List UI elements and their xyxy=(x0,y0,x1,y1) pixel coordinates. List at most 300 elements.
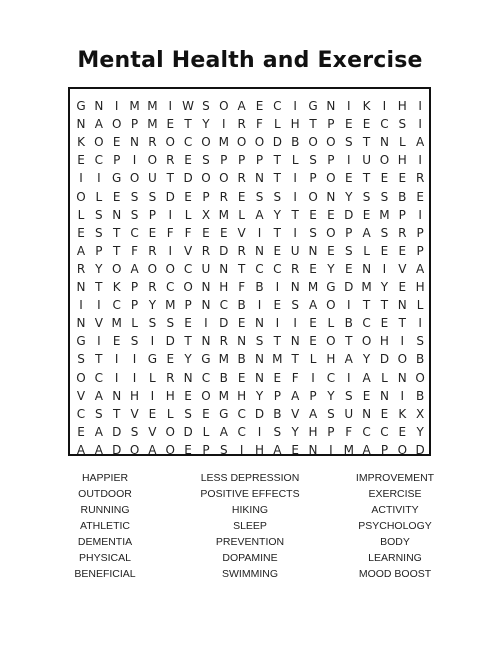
grid-letter: V xyxy=(183,243,193,258)
grid-letter: P xyxy=(309,171,317,186)
grid-letter: P xyxy=(255,153,264,168)
grid-letter: I xyxy=(150,388,155,403)
grid-letter: A xyxy=(273,442,282,457)
word-list-item: ATHLETIC xyxy=(80,520,130,532)
grid-letter: D xyxy=(254,406,265,421)
grid-letter: T xyxy=(113,243,121,258)
grid-letter: O xyxy=(183,280,193,294)
grid-letter: V xyxy=(237,225,246,240)
grid-letter: A xyxy=(308,298,318,313)
grid-letter: O xyxy=(129,171,140,186)
grid-letter: V xyxy=(148,424,157,439)
grid-letter: O xyxy=(326,298,336,313)
grid-letter: T xyxy=(273,225,282,240)
grid-letter: O xyxy=(76,189,86,204)
grid-letter: V xyxy=(94,316,103,331)
grid-letter: P xyxy=(238,153,246,168)
word-list-item: PREVENTION xyxy=(215,536,285,548)
grid-letter: O xyxy=(165,442,175,457)
grid-letter: P xyxy=(130,280,139,294)
word-list-item: LESS DEPRESSION xyxy=(200,472,300,484)
grid-letter: L xyxy=(381,370,388,385)
grid-letter: U xyxy=(290,243,300,258)
grid-letter: U xyxy=(201,261,211,276)
grid-row xyxy=(70,350,429,368)
word-list-item: HIKING xyxy=(231,504,269,516)
grid-letter: E xyxy=(309,207,317,222)
grid-letter: N xyxy=(112,207,122,222)
grid-letter: A xyxy=(237,99,246,113)
grid-letter: O xyxy=(308,135,318,150)
grid-letter: V xyxy=(130,406,139,421)
grid-letter: T xyxy=(398,316,406,331)
grid-letter: M xyxy=(379,207,390,222)
grid-letter: L xyxy=(184,207,192,222)
grid-letter: R xyxy=(148,243,157,258)
grid-letter: E xyxy=(77,225,85,240)
grid-letter: D xyxy=(112,424,122,439)
grid-letter: N xyxy=(362,406,372,421)
grid-letter: A xyxy=(94,442,103,457)
grid-letter: M xyxy=(218,135,229,150)
word-list-item: RUNNING xyxy=(80,504,130,516)
grid-letter: E xyxy=(184,153,192,168)
word-list-item: OUTDOOR xyxy=(78,488,132,500)
grid-letter: B xyxy=(344,316,353,331)
grid-letter: S xyxy=(273,424,282,439)
grid-letter: S xyxy=(273,189,282,204)
grid-letter: P xyxy=(148,207,157,222)
grid-letter: N xyxy=(308,243,318,258)
grid-row xyxy=(70,314,429,332)
grid-letter: E xyxy=(184,442,192,457)
grid-letter: M xyxy=(147,99,158,113)
grid-letter: C xyxy=(219,298,228,313)
grid-letter: P xyxy=(130,117,139,132)
grid-letter: O xyxy=(147,261,158,276)
grid-row xyxy=(70,206,429,224)
grid-letter: F xyxy=(291,370,299,385)
grid-letter: N xyxy=(255,316,264,331)
grid-letter: E xyxy=(112,135,121,150)
grid-letter: I xyxy=(168,207,173,222)
grid-letter: P xyxy=(220,153,228,168)
grid-letter: E xyxy=(237,189,246,204)
grid-letter: I xyxy=(346,153,351,168)
grid-letter: L xyxy=(363,243,370,258)
grid-letter: O xyxy=(361,334,372,349)
grid-letter: I xyxy=(114,370,119,385)
grid-letter: S xyxy=(255,189,264,204)
grid-letter: L xyxy=(398,135,406,150)
grid-letter: R xyxy=(398,225,407,240)
grid-letter: P xyxy=(309,388,317,403)
grid-letter: T xyxy=(362,298,371,313)
grid-letter: G xyxy=(219,406,229,421)
grid-letter: R xyxy=(201,243,211,258)
grid-letter: D xyxy=(112,442,122,457)
grid-letter: C xyxy=(255,261,264,276)
grid-letter: B xyxy=(416,388,425,403)
grid-letter: I xyxy=(293,225,297,240)
grid-letter: E xyxy=(148,225,157,240)
grid-letter: E xyxy=(398,280,407,294)
grid-letter: E xyxy=(327,207,335,222)
grid-letter: M xyxy=(218,207,229,222)
grid-letter: T xyxy=(184,117,192,132)
grid-letter: R xyxy=(219,334,228,349)
grid-letter: I xyxy=(257,298,262,313)
grid-letter: E xyxy=(362,388,371,403)
word-list-item: POSITIVE EFFECTS xyxy=(200,488,300,500)
grid-letter: N xyxy=(76,280,86,294)
word-list-item: DEMENTIA xyxy=(77,536,133,548)
grid-row xyxy=(70,296,429,314)
grid-letter: H xyxy=(415,280,425,294)
grid-letter: V xyxy=(398,261,407,276)
grid-letter: K xyxy=(77,135,85,150)
grid-letter: I xyxy=(150,334,155,349)
grid-letter: E xyxy=(77,424,85,439)
word-list xyxy=(0,470,500,590)
grid-letter: L xyxy=(238,207,245,222)
grid-letter: E xyxy=(220,225,228,240)
grid-letter: R xyxy=(166,370,175,385)
grid-letter: I xyxy=(204,316,208,331)
grid-letter: C xyxy=(380,424,389,439)
grid-letter: E xyxy=(380,243,389,258)
grid-letter: Y xyxy=(291,424,299,439)
grid-letter: S xyxy=(95,406,103,421)
grid-letter: E xyxy=(184,189,192,204)
grid-letter: T xyxy=(291,207,299,222)
grid-letter: H xyxy=(308,424,318,439)
grid-letter: O xyxy=(326,135,336,150)
grid-letter: E xyxy=(309,316,317,331)
grid-letter: S xyxy=(148,189,157,204)
grid-letter: I xyxy=(97,334,101,349)
grid-letter: N xyxy=(326,189,336,204)
grid-letter: I xyxy=(418,117,422,132)
grid-letter: N xyxy=(183,370,193,385)
grid-letter: I xyxy=(293,99,297,113)
grid-letter: S xyxy=(130,424,139,439)
grid-letter: D xyxy=(415,442,425,457)
grid-letter: I xyxy=(400,388,405,403)
grid-letter: Y xyxy=(327,261,335,276)
grid-letter: N xyxy=(255,370,264,385)
grid-letter: O xyxy=(254,135,265,150)
grid-letter: S xyxy=(344,388,353,403)
grid-letter: M xyxy=(307,280,319,294)
grid-letter: N xyxy=(237,334,247,349)
grid-letter: P xyxy=(380,442,389,457)
grid-letter: Y xyxy=(95,261,103,276)
grid-letter: P xyxy=(95,243,103,258)
grid-letter: S xyxy=(327,406,335,421)
grid-letter: L xyxy=(95,189,103,204)
grid-row xyxy=(70,332,429,350)
grid-letter: I xyxy=(293,171,297,186)
grid-letter: I xyxy=(418,207,422,222)
grid-letter: I xyxy=(382,261,387,276)
grid-letter: D xyxy=(379,352,390,367)
grid-letter: E xyxy=(344,117,353,132)
grid-row xyxy=(70,133,429,151)
grid-letter: K xyxy=(362,99,371,113)
grid-letter: E xyxy=(255,99,264,113)
grid-letter: S xyxy=(309,153,317,168)
grid-letter: P xyxy=(327,117,335,132)
grid-letter: N xyxy=(201,334,211,349)
grid-letter: Y xyxy=(345,189,353,204)
grid-letter: T xyxy=(380,298,389,313)
grid-letter: P xyxy=(130,298,139,313)
grid-letter: E xyxy=(184,388,192,403)
grid-letter: C xyxy=(76,406,86,421)
grid-letter: T xyxy=(184,334,192,349)
grid-letter: H xyxy=(130,388,140,403)
grid-letter: A xyxy=(308,406,318,421)
grid-letter: D xyxy=(165,189,175,204)
grid-letter: D xyxy=(344,280,354,294)
grid-letter: N xyxy=(362,261,372,276)
grid-letter: M xyxy=(165,298,176,313)
grid-letter: P xyxy=(202,442,210,457)
grid-letter: N xyxy=(201,280,211,294)
grid-letter: E xyxy=(362,117,371,132)
grid-letter: D xyxy=(219,316,229,331)
word-list-item: PSYCHOLOGY xyxy=(358,520,432,532)
grid-letter: L xyxy=(77,207,85,222)
grid-letter: M xyxy=(361,280,372,294)
grid-letter: O xyxy=(147,153,158,168)
grid-letter: E xyxy=(327,243,335,258)
grid-letter: T xyxy=(113,406,121,421)
grid-letter: X xyxy=(416,406,425,421)
grid-row xyxy=(70,224,429,242)
grid-letter: S xyxy=(344,243,353,258)
grid-letter: C xyxy=(183,261,193,276)
grid-letter: I xyxy=(293,189,297,204)
grid-letter: S xyxy=(148,316,157,331)
grid-letter: O xyxy=(129,442,140,457)
grid-letter: C xyxy=(201,370,211,385)
grid-letter: L xyxy=(166,406,174,421)
grid-letter: E xyxy=(273,298,282,313)
word-list-item: BODY xyxy=(380,536,410,548)
grid-letter: G xyxy=(76,99,86,113)
grid-letter: F xyxy=(238,280,246,294)
grid-letter: P xyxy=(202,189,210,204)
grid-letter: E xyxy=(380,171,389,186)
grid-letter: I xyxy=(346,298,351,313)
grid-letter: K xyxy=(398,406,407,421)
grid-letter: W xyxy=(182,99,195,113)
grid-letter: R xyxy=(76,261,86,276)
grid-letter: B xyxy=(219,370,228,385)
grid-letter: A xyxy=(76,243,86,258)
word-list-item: PHYSICAL xyxy=(79,552,131,564)
grid-row xyxy=(70,97,429,115)
grid-letter: P xyxy=(398,207,406,222)
grid-letter: D xyxy=(165,334,175,349)
grid-letter: N xyxy=(76,117,86,132)
grid-letter: N xyxy=(255,243,264,258)
grid-letter: X xyxy=(201,207,211,222)
grid-letter: D xyxy=(272,135,282,150)
grid-row xyxy=(70,260,429,278)
word-list-item: LEARNING xyxy=(368,552,422,564)
grid-letter: E xyxy=(398,424,407,439)
grid-letter: R xyxy=(237,117,246,132)
grid-letter: E xyxy=(237,316,246,331)
word-list-item: SWIMMING xyxy=(222,568,278,580)
grid-letter: E xyxy=(148,406,157,421)
grid-letter: E xyxy=(416,189,424,204)
grid-letter: B xyxy=(237,298,246,313)
grid-letter: O xyxy=(111,261,122,276)
grid-letter: B xyxy=(273,406,282,421)
grid-letter: R xyxy=(291,261,300,276)
grid-letter: R xyxy=(148,280,157,294)
grid-letter: T xyxy=(362,171,371,186)
grid-letter: N xyxy=(379,388,389,403)
grid-letter: A xyxy=(130,261,139,276)
grid-letter: I xyxy=(400,334,405,349)
grid-letter: M xyxy=(272,352,283,367)
grid-letter: N xyxy=(255,352,264,367)
grid-letter: Y xyxy=(202,117,210,132)
word-list-item: BENEFICIAL xyxy=(74,568,136,580)
grid-letter: T xyxy=(113,225,121,240)
grid-letter: I xyxy=(97,298,101,313)
grid-letter: I xyxy=(132,153,137,168)
grid-letter: L xyxy=(309,352,317,367)
grid-letter: P xyxy=(184,298,192,313)
grid-letter: C xyxy=(362,424,371,439)
grid-letter: T xyxy=(273,153,282,168)
grid-letter: P xyxy=(273,388,281,403)
grid-letter: C xyxy=(273,261,282,276)
grid-letter: S xyxy=(130,189,139,204)
grid-letter: C xyxy=(362,316,371,331)
grid-letter: M xyxy=(218,352,229,367)
grid-letter: O xyxy=(326,171,336,186)
grid-letter: N xyxy=(76,316,86,331)
grid-letter: D xyxy=(183,171,193,186)
grid-letter: S xyxy=(202,153,210,168)
grid-letter: A xyxy=(362,442,371,457)
grid-letter: I xyxy=(79,298,83,313)
grid-letter: T xyxy=(273,171,282,186)
grid-letter: E xyxy=(166,117,175,132)
grid-letter: C xyxy=(183,135,193,150)
grid-letter: R xyxy=(237,171,246,186)
grid-letter: O xyxy=(326,334,336,349)
grid-letter: B xyxy=(237,352,246,367)
grid-letter: O xyxy=(201,388,211,403)
grid-letter: O xyxy=(201,135,211,150)
grid-letter: E xyxy=(273,370,282,385)
grid-letter: O xyxy=(219,171,229,186)
grid-letter: H xyxy=(326,352,336,367)
grid-letter: I xyxy=(418,153,422,168)
grid-letter: T xyxy=(95,280,103,294)
grid-letter: O xyxy=(111,117,122,132)
grid-letter: A xyxy=(344,352,353,367)
grid-letter: Y xyxy=(380,280,389,294)
grid-row xyxy=(70,423,429,441)
grid-letter: R xyxy=(415,171,425,186)
grid-letter: S xyxy=(344,135,353,150)
grid-letter: A xyxy=(362,225,371,240)
grid-letter: N xyxy=(290,280,300,294)
grid-letter: O xyxy=(236,135,247,150)
grid-letter: E xyxy=(398,243,407,258)
word-list-column-3 xyxy=(325,470,465,582)
puzzle-title: Mental Health and Exercise xyxy=(77,48,423,73)
grid-letter: S xyxy=(95,207,103,222)
grid-letter: P xyxy=(327,153,335,168)
grid-letter: L xyxy=(416,298,424,313)
grid-letter: O xyxy=(76,370,86,385)
grid-letter: U xyxy=(344,406,354,421)
grid-letter: I xyxy=(418,99,422,113)
grid-letter: Y xyxy=(273,207,282,222)
grid-letter: M xyxy=(218,388,229,403)
grid-letter: S xyxy=(380,189,389,204)
letter-grid xyxy=(68,87,431,456)
grid-letter: E xyxy=(344,171,353,186)
grid-letter: A xyxy=(291,388,300,403)
word-list-column-2 xyxy=(180,470,320,582)
grid-letter: M xyxy=(343,442,354,457)
grid-letter: E xyxy=(112,189,121,204)
grid-letter: B xyxy=(255,280,264,294)
grid-letter: G xyxy=(308,99,318,113)
grid-letter: R xyxy=(166,153,175,168)
grid-letter: G xyxy=(326,280,336,294)
grid-letter: C xyxy=(273,99,282,113)
grid-letter: C xyxy=(166,280,175,294)
grid-letter: O xyxy=(94,135,104,150)
grid-letter: Y xyxy=(148,298,157,313)
grid-letter: E xyxy=(166,352,175,367)
grid-letter: K xyxy=(112,280,121,294)
grid-letter: S xyxy=(130,334,139,349)
grid-letter: I xyxy=(168,243,173,258)
word-list-item: IMPROVEMENT xyxy=(355,472,435,484)
grid-letter: T xyxy=(362,135,371,150)
grid-letter: E xyxy=(237,370,246,385)
grid-letter: G xyxy=(76,334,86,349)
grid-letter: I xyxy=(114,99,119,113)
grid-letter: D xyxy=(183,424,193,439)
grid-row xyxy=(70,369,429,387)
grid-letter: E xyxy=(184,316,192,331)
grid-letter: T xyxy=(237,261,246,276)
word-list-item: MOOD BOOST xyxy=(358,568,432,580)
grid-letter: U xyxy=(362,153,371,168)
grid-row xyxy=(70,242,429,260)
grid-letter: H xyxy=(379,334,389,349)
grid-letter: D xyxy=(219,243,229,258)
grid-letter: R xyxy=(148,135,157,150)
grid-letter: C xyxy=(380,117,389,132)
grid-letter: S xyxy=(309,225,317,240)
grid-letter: A xyxy=(416,135,425,150)
